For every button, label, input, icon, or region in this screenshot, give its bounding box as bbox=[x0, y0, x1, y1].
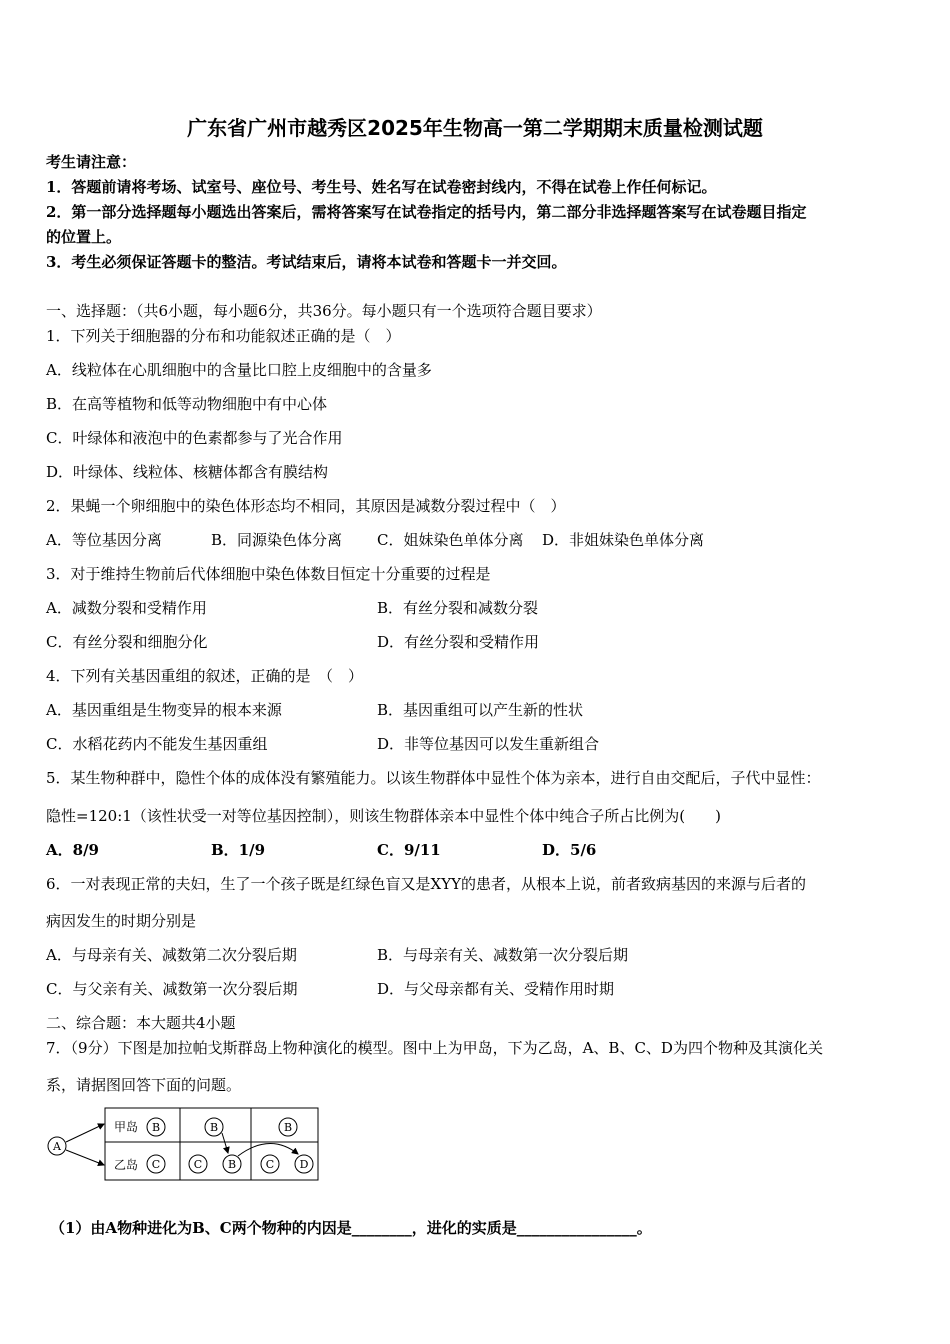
question-stem: 1．下列关于细胞器的分布和功能叙述正确的是（ ） bbox=[46, 327, 401, 345]
section-heading: 二、综合题：本大题共4小题 bbox=[46, 1014, 236, 1032]
species-b-label: B bbox=[283, 1121, 293, 1134]
option: C．姐妹染色单体分离 bbox=[377, 531, 524, 549]
section-heading: 一、选择题：（共6小题，每小题6分，共36分。每小题只有一个选项符合题目要求） bbox=[46, 302, 602, 320]
option: C．9/11 bbox=[377, 841, 441, 859]
option: A．与母亲有关、减数第二次分裂后期 bbox=[46, 946, 297, 964]
question-stem: 系，请据图回答下面的问题。 bbox=[46, 1076, 242, 1094]
evolution-diagram bbox=[40, 1102, 330, 1190]
option: D．叶绿体、线粒体、核糖体都含有膜结构 bbox=[46, 463, 329, 481]
notice-item: 2．第一部分选择题每小题选出答案后，需将答案写在试卷指定的括号内，第二部分非选择题答案写在试卷题目指定 bbox=[46, 203, 807, 221]
species-c-label: C bbox=[151, 1158, 161, 1171]
question-stem: 6．一对表现正常的夫妇，生了一个孩子既是红绿色盲又是XYY的患者，从根本上说，前者致病基因的来源与后者的 bbox=[46, 875, 807, 893]
species-d-label: D bbox=[299, 1158, 309, 1171]
option: D．与父母亲都有关、受精作用时期 bbox=[377, 980, 615, 998]
option: A．等位基因分离 bbox=[46, 531, 162, 549]
option: A．减数分裂和受精作用 bbox=[46, 599, 207, 617]
option: C．有丝分裂和细胞分化 bbox=[46, 633, 208, 651]
option: B．基因重组可以产生新的性状 bbox=[377, 701, 584, 719]
option: B．在高等植物和低等动物细胞中有中心体 bbox=[46, 395, 328, 413]
island-label-bottom: 乙岛 bbox=[114, 1158, 139, 1172]
question-stem: 2．果蝇一个卵细胞中的染色体形态均不相同，其原因是减数分裂过程中（ ） bbox=[46, 497, 566, 515]
option: D．非等位基因可以发生重新组合 bbox=[377, 735, 600, 753]
option: A．线粒体在心肌细胞中的含量比口腔上皮细胞中的含量多 bbox=[46, 361, 432, 379]
island-label-top: 甲岛 bbox=[114, 1120, 139, 1134]
option: D．有丝分裂和受精作用 bbox=[377, 633, 540, 651]
species-b-label: B bbox=[209, 1121, 219, 1134]
option: B．同源染色体分离 bbox=[211, 531, 343, 549]
option: C．水稻花药内不能发生基因重组 bbox=[46, 735, 268, 753]
species-b-label: B bbox=[151, 1121, 161, 1134]
option: C．与父亲有关、减数第一次分裂后期 bbox=[46, 980, 298, 998]
sub-question: （1）由A物种进化为B、C两个物种的内因是________，进化的实质是________________。 bbox=[50, 1219, 652, 1237]
option: B．有丝分裂和减数分裂 bbox=[377, 599, 539, 617]
option: A．8/9 bbox=[46, 841, 99, 859]
species-a-label: A bbox=[53, 1140, 61, 1153]
question-stem: 4．下列有关基因重组的叙述，正确的是 （ ） bbox=[46, 667, 364, 685]
option: D．非姐妹染色单体分离 bbox=[542, 531, 705, 549]
question-stem: 隐性=120:1（该性状受一对等位基因控制），则该生物群体亲本中显性个体中纯合子所占比例为( ) bbox=[46, 807, 722, 825]
species-b-label: B bbox=[227, 1158, 237, 1171]
species-c-label: C bbox=[265, 1158, 275, 1171]
question-stem: 5．某生物种群中，隐性个体的成体没有繁殖能力。以该生物群体中显性个体为亲本，进行自由交配后，子代中显性： bbox=[46, 769, 821, 787]
notice-item: 3．考生必须保证答题卡的整洁。考试结束后，请将本试卷和答题卡一并交回。 bbox=[46, 253, 567, 271]
page-title: 广东省广州市越秀区2025年生物高一第二学期期末质量检测试题 bbox=[187, 116, 763, 140]
question-stem: 病因发生的时期分别是 bbox=[46, 912, 197, 930]
question-stem: 3．对于维持生物前后代体细胞中染色体数目恒定十分重要的过程是 bbox=[46, 565, 491, 583]
option: B．1/9 bbox=[211, 841, 266, 859]
option: A．基因重组是生物变异的根本来源 bbox=[46, 701, 282, 719]
notice-heading: 考生请注意： bbox=[46, 153, 137, 171]
species-c-label: C bbox=[193, 1158, 203, 1171]
question-stem: 7．（9分）下图是加拉帕戈斯群岛上物种演化的模型。图中上为甲岛，下为乙岛，A、B、C、D为四个物种及其演化关 bbox=[46, 1039, 823, 1057]
notice-item: 的位置上。 bbox=[46, 228, 122, 246]
notice-item: 1．答题前请将考场、试室号、座位号、考生号、姓名写在试卷密封线内，不得在试卷上作任何标记。 bbox=[46, 178, 717, 196]
option: C．叶绿体和液泡中的色素都参与了光合作用 bbox=[46, 429, 343, 447]
option: B．与母亲有关、减数第一次分裂后期 bbox=[377, 946, 629, 964]
option: D．5/6 bbox=[542, 841, 597, 859]
